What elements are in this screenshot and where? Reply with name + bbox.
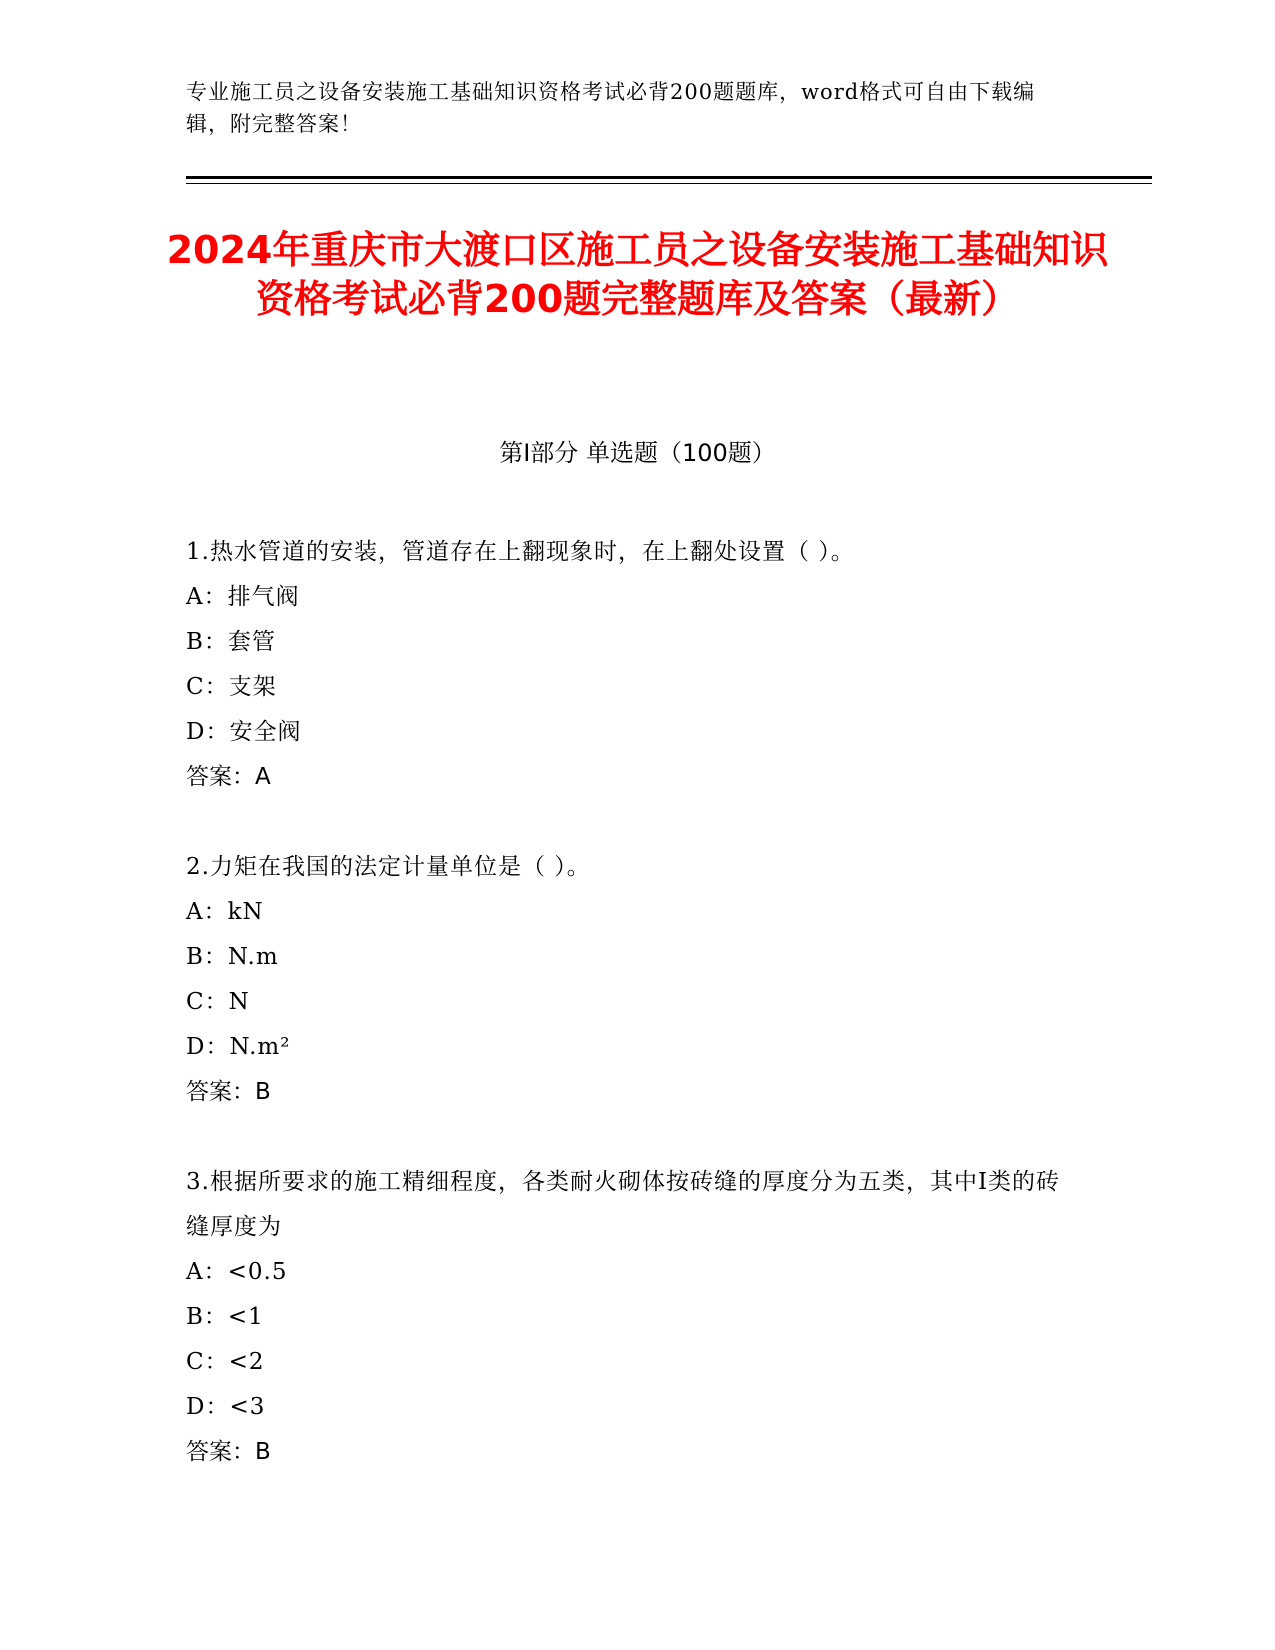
section-title: 第Ⅰ部分 单选题（100题） <box>499 439 776 467</box>
question-list <box>186 530 1066 1520</box>
option-a: A：kN <box>186 899 264 925</box>
document-title: 2024年重庆市大渡口区施工员之设备安装施工基础知识资格考试必背200题完整题库及答案（最新） <box>166 228 1109 321</box>
option-c: C：支架 <box>186 674 277 700</box>
question-stem: 1.热水管道的安装，管道存在上翻现象时，在上翻处设置（ ）。 <box>186 539 855 565</box>
header-note: 专业施工员之设备安装施工基础知识资格考试必背200题题库，word格式可自由下载编辑，附完整答案！ <box>186 80 1036 136</box>
question-2 <box>186 845 1066 1115</box>
question-1 <box>186 530 1066 800</box>
option-c: C：<2 <box>186 1349 265 1375</box>
answer: 答案：B <box>186 1079 271 1105</box>
header-divider-thick <box>186 176 1152 179</box>
option-a: A：排气阀 <box>186 584 300 610</box>
question-stem: 2.力矩在我国的法定计量单位是（ ）。 <box>186 854 591 880</box>
option-d: D：<3 <box>186 1394 266 1420</box>
option-b: B：<1 <box>186 1304 264 1330</box>
answer: 答案：A <box>186 764 271 790</box>
question-3 <box>186 1160 1066 1475</box>
option-d: D：N.m² <box>186 1034 291 1060</box>
option-b: B：N.m <box>186 944 279 970</box>
question-stem: 3.根据所要求的施工精细程度，各类耐火砌体按砖缝的厚度分为五类，其中Ⅰ类的砖缝厚度为 <box>186 1169 1061 1240</box>
option-d: D：安全阀 <box>186 719 302 745</box>
option-a: A：<0.5 <box>186 1259 288 1285</box>
answer: 答案：B <box>186 1439 271 1465</box>
header-divider-thin <box>186 183 1152 184</box>
option-c: C：N <box>186 989 250 1015</box>
option-b: B：套管 <box>186 629 276 655</box>
